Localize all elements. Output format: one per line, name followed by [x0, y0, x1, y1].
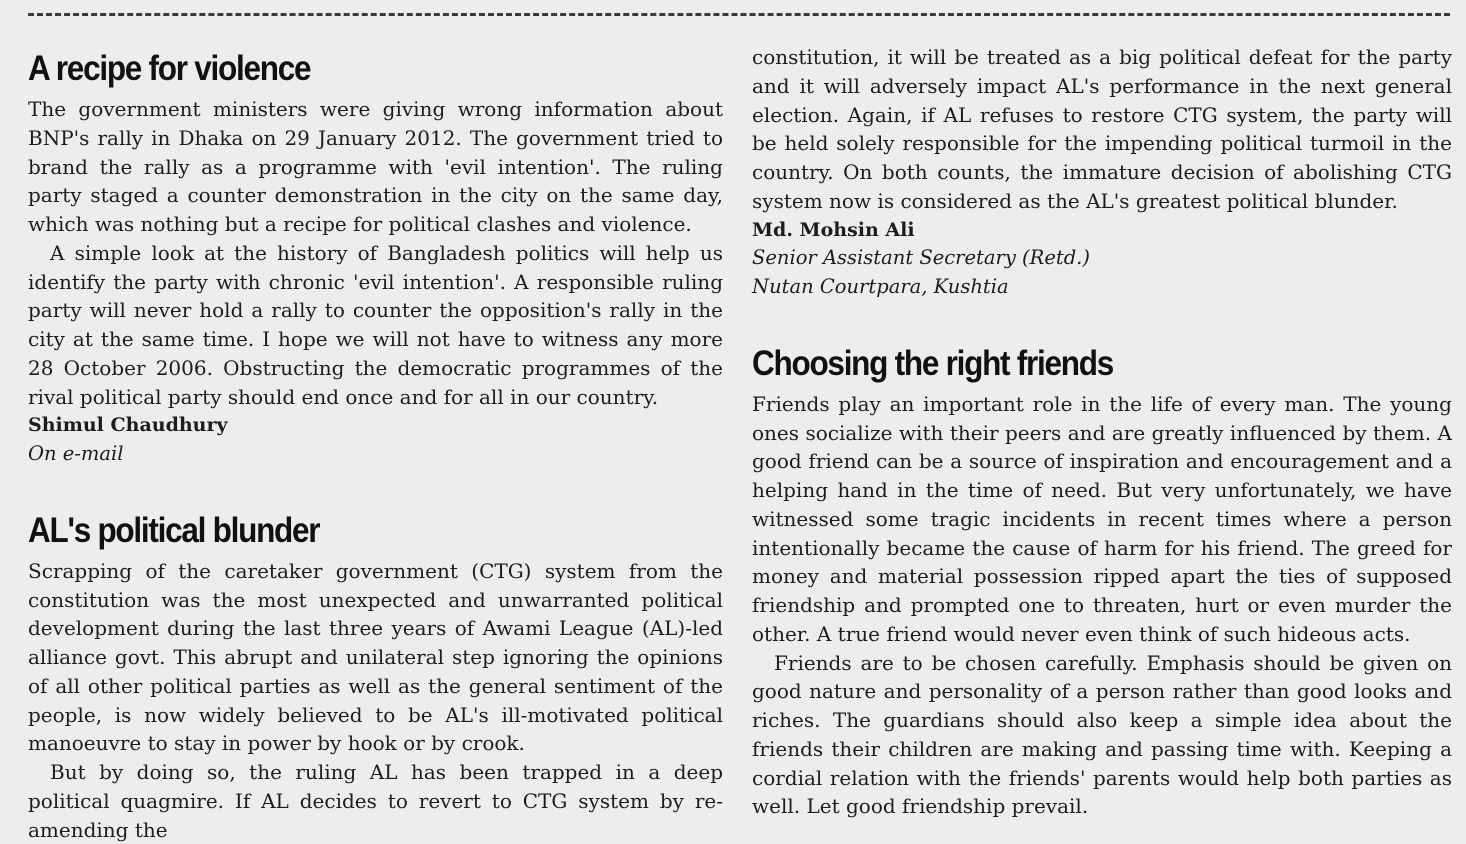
dashed-divider	[28, 13, 1450, 16]
author-name: Shimul Chaudhury	[28, 414, 228, 437]
author-name: Md. Mohsin Ali	[752, 218, 915, 241]
author-location: On e-mail	[28, 442, 124, 465]
letter-choosing-the-right-friends	[752, 338, 1452, 821]
letter-als-political-blunder	[28, 505, 723, 844]
paragraph: The government ministers were giving wrong information about BNP's rally in Dhaka on 29 January 2012. The government tried to brand the rally as a programme with 'evil intention'. The ruling party staged a counter demonstration in the city on the same day, which was nothing but a recipe for political clashes and violence.	[28, 97, 723, 236]
paragraph: Friends are to be chosen carefully. Emphasis should be given on good nature and personality of a person rather than good looks and riches. The guardians should also keep a simple idea about the friends their children are making and passing time with. Keeping a cordial relation with the friends' parents would help both parties as well. Let good friendship prevail.	[752, 650, 1452, 819]
paragraph: A simple look at the history of Bangladesh politics will help us identify the party with chronic 'evil intention'. A responsible ruling party will never hold a rally to counter the opposition's rally in the city at the same time. I hope we will not have to witness any more 28 October 2006. Obstructing the democratic programmes of the rival political party should end once and for all in our country.	[28, 240, 723, 409]
paragraph: Scrapping of the caretaker government (CTG) system from the constitution was the most unexpected and unwarranted political development during the last three years of Awami League (AL)-led alliance govt. This abrupt and unilateral step ignoring the opinions of all other political parties as well as the general sentiment of the people, is now widely believed to be AL's ill-motivated political manoeuvre to stay in power by hook or by crook.	[28, 558, 723, 756]
headline: Choosing the right friends	[752, 343, 1113, 383]
left-column	[28, 43, 723, 844]
letter-recipe-for-violence	[28, 43, 723, 469]
right-column	[752, 43, 1452, 821]
headline: AL's political blunder	[28, 510, 320, 550]
paragraph: constitution, it will be treated as a big political defeat for the party and it will adversely impact AL's performance in the next general election. Again, if AL refuses to restore CTG system, the party will be held solely responsible for the impending political turmoil in the country. On both counts, the immature decision of abolishing CTG system now is considered as the AL's greatest political blunder.	[752, 45, 1452, 213]
author-location: Nutan Courtpara, Kushtia	[752, 275, 1009, 298]
author-title: Senior Assistant Secretary (Retd.)	[752, 246, 1090, 270]
letter-als-political-blunder-continued	[752, 43, 1452, 302]
paragraph: Friends play an important role in the life of every man. The young ones socialize with their peers and are greatly influenced by them. A good friend can be a source of inspiration and encouragement and a helping hand in the time of need. But very unfortunately, we have witnessed some tragic incidents in recent times where a person intentionally became the cause of harm for his friend. The greed for money and material possession ripped apart the ties of supposed friendship and prompted one to threaten, hurt or even murder the other. A true friend would never even think of such hideous acts.	[752, 391, 1452, 646]
paragraph: But by doing so, the ruling AL has been trapped in a deep political quagmire. If AL decides to revert to CTG system by re-amending the	[28, 760, 723, 842]
headline: A recipe for violence	[28, 49, 311, 88]
